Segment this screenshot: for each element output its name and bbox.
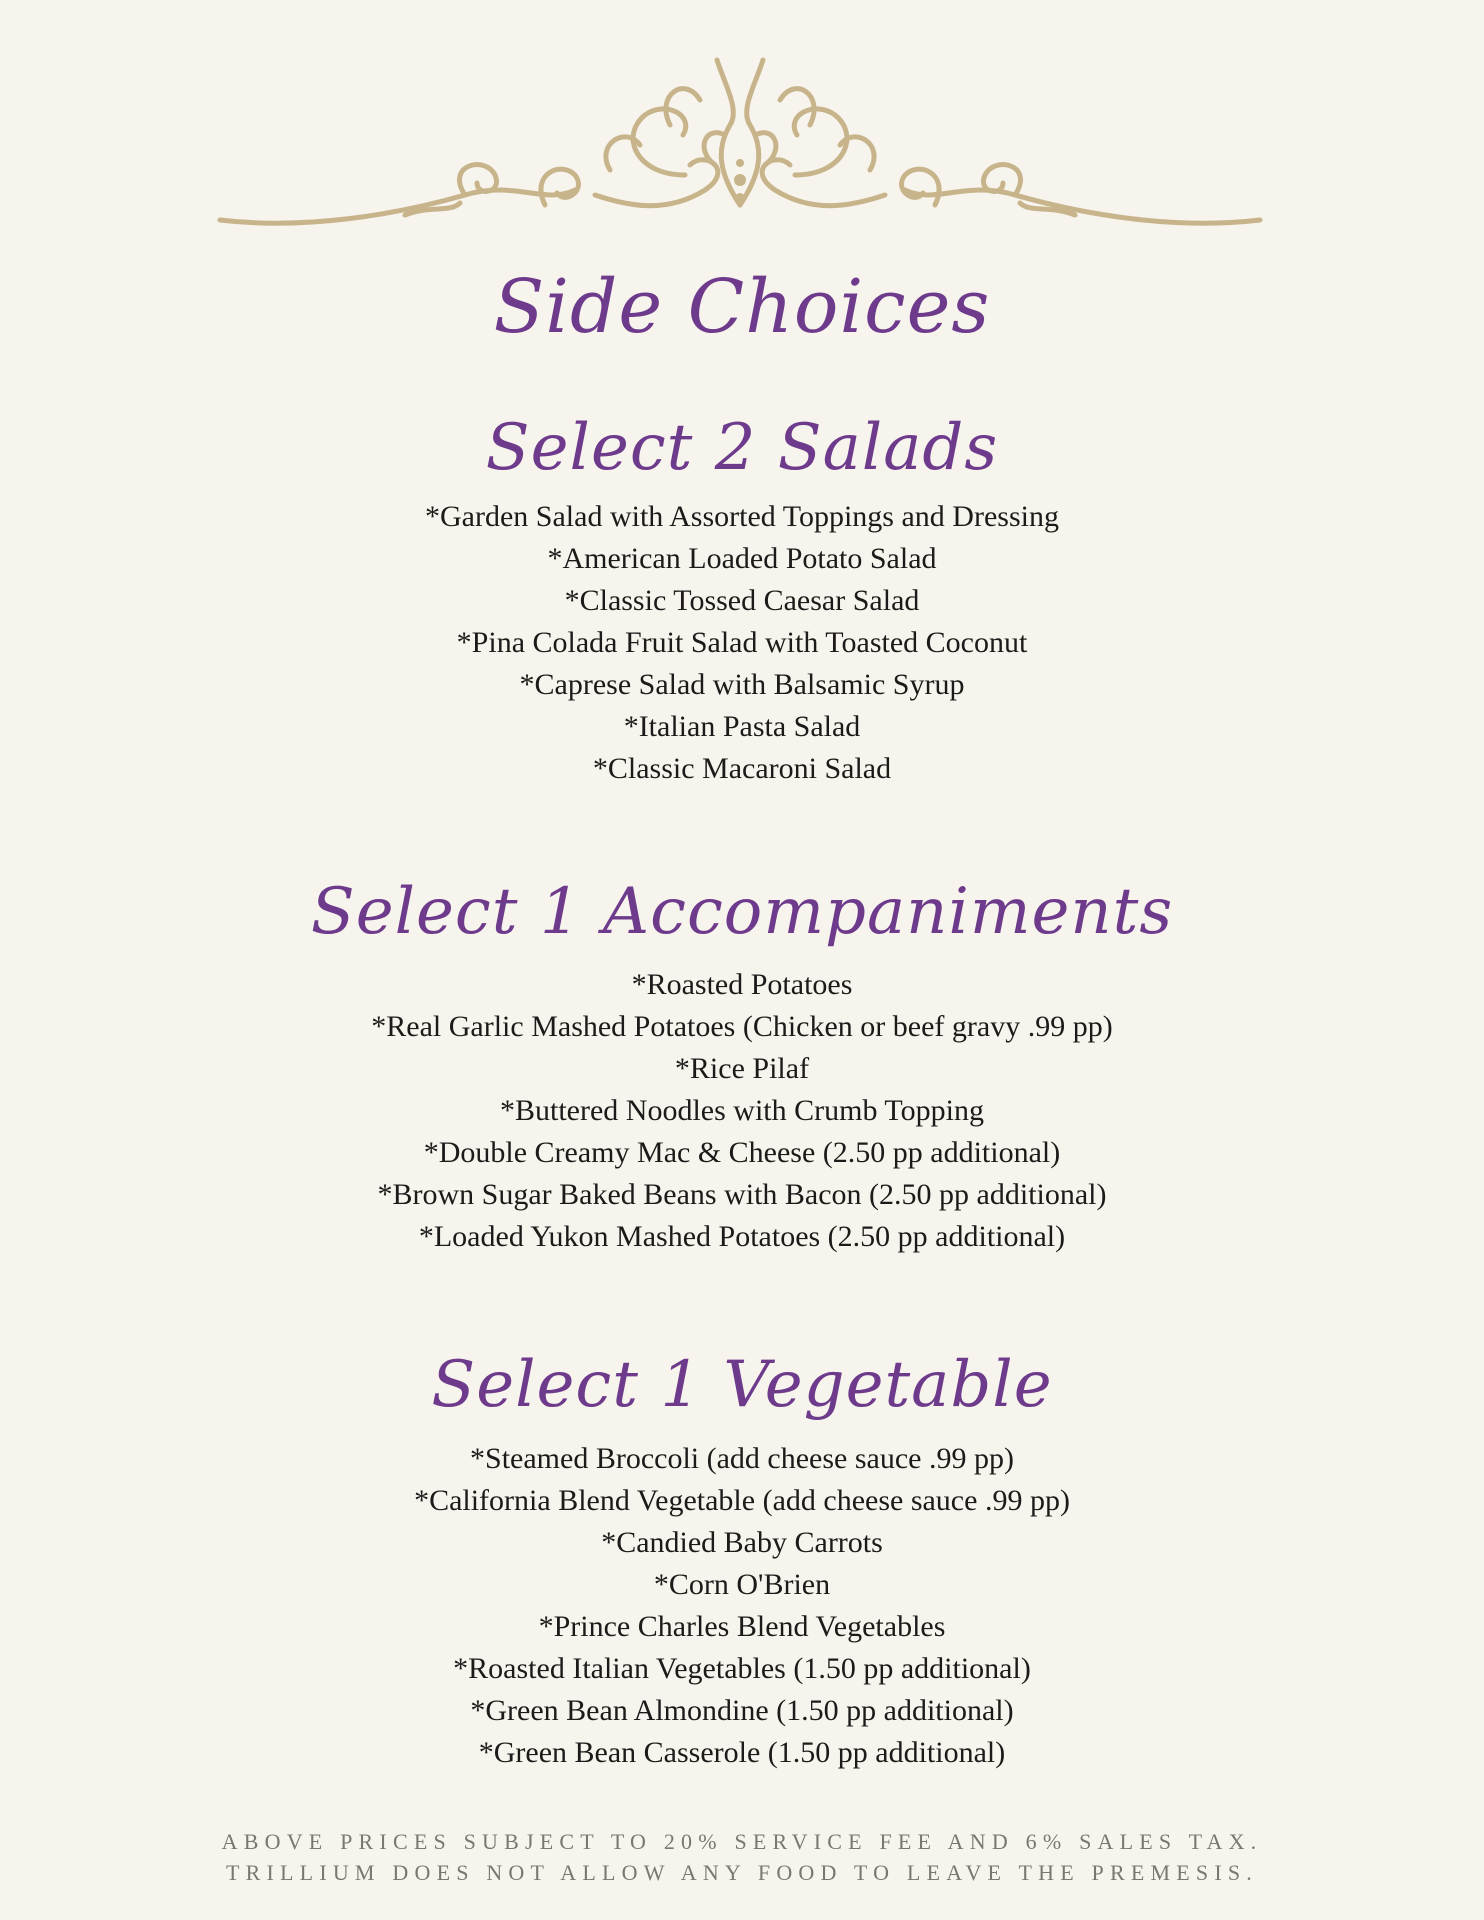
list-item: *Double Creamy Mac & Cheese (2.50 pp additional): [423, 1136, 1061, 1169]
list-item: *Roasted Italian Vegetables (1.50 pp additional): [453, 1652, 1031, 1685]
list-item: *Green Bean Casserole (1.50 pp additional): [478, 1736, 1006, 1769]
list-item: *Steamed Broccoli (add cheese sauce .99 pp): [470, 1442, 1014, 1475]
vegetable-list: [0, 1438, 1484, 1774]
flourish-ornament-icon: [215, 55, 1265, 235]
list-item: *Buttered Noodles with Crumb Topping: [500, 1094, 984, 1127]
list-item: *Brown Sugar Baked Beans with Bacon (2.50 pp additional): [377, 1178, 1107, 1211]
list-item: *Classic Tossed Caesar Salad: [564, 584, 920, 617]
list-item: *American Loaded Potato Salad: [547, 542, 937, 575]
list-item: *Classic Macaroni Salad: [592, 752, 892, 785]
list-item: *Italian Pasta Salad: [623, 710, 861, 743]
accompaniments-list: [0, 964, 1484, 1258]
salads-list: [0, 496, 1484, 790]
page-title: Side Choices: [493, 264, 991, 350]
footer-service-fee-notice: ABOVE PRICES SUBJECT TO 20% SERVICE FEE AND 6% SALES TAX.: [221, 1829, 1263, 1854]
vegetable-heading: Select 1 Vegetable: [431, 1348, 1053, 1422]
list-item: *Roasted Potatoes: [631, 968, 853, 1001]
list-item: *Pina Colada Fruit Salad with Toasted Coconut: [456, 626, 1028, 659]
list-item: *Real Garlic Mashed Potatoes (Chicken or beef gravy .99 pp): [371, 1010, 1113, 1043]
list-item: *California Blend Vegetable (add cheese sauce .99 pp): [414, 1484, 1070, 1517]
list-item: *Loaded Yukon Mashed Potatoes (2.50 pp additional): [418, 1220, 1066, 1253]
list-item: *Garden Salad with Assorted Toppings and Dressing: [425, 500, 1059, 533]
salads-heading: Select 2 Salads: [485, 411, 999, 485]
accompaniments-heading: Select 1 Accompaniments: [310, 875, 1174, 949]
list-item: *Rice Pilaf: [674, 1052, 810, 1085]
list-item: *Candied Baby Carrots: [601, 1526, 883, 1559]
list-item: *Corn O'Brien: [653, 1568, 831, 1601]
list-item: *Prince Charles Blend Vegetables: [538, 1610, 946, 1643]
list-item: *Caprese Salad with Balsamic Syrup: [519, 668, 965, 701]
footer-food-policy-notice: TRILLIUM DOES NOT ALLOW ANY FOOD TO LEAVE THE PREMESIS.: [226, 1860, 1258, 1885]
list-item: *Green Bean Almondine (1.50 pp additional): [470, 1694, 1014, 1727]
